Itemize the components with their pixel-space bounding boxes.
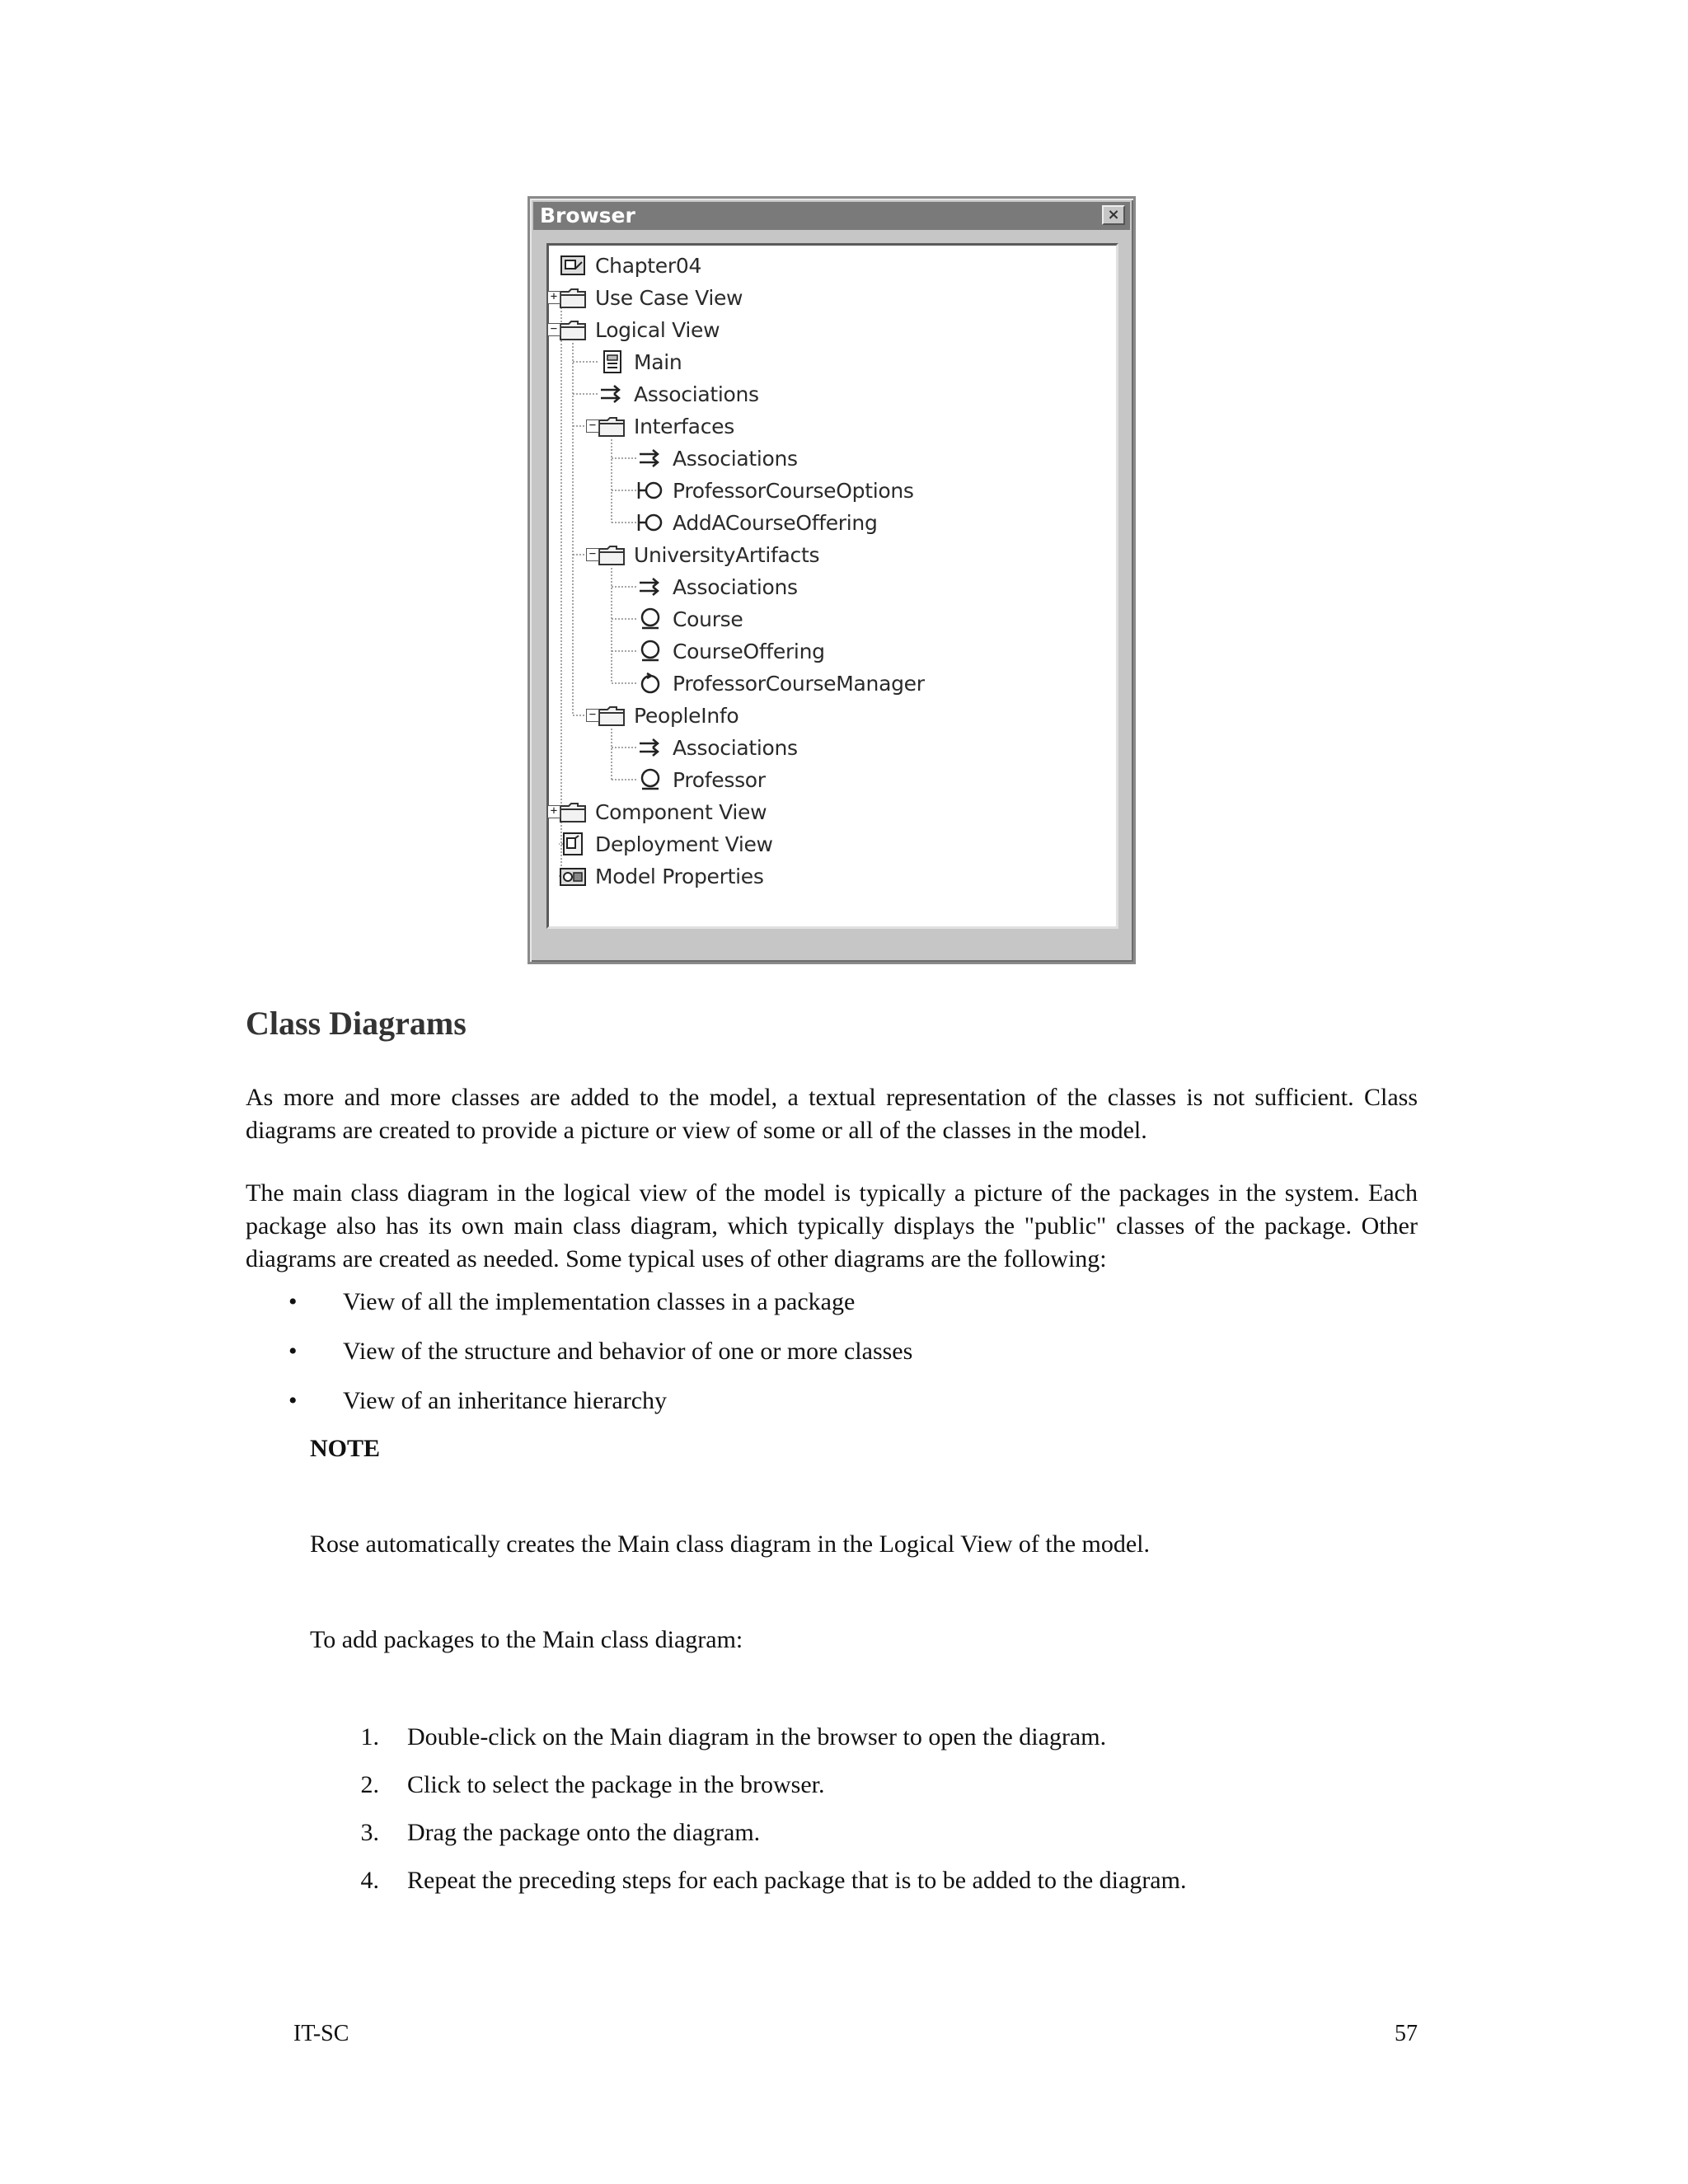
browser-tree[interactable] <box>546 243 1118 929</box>
tree-item-label: Professor <box>673 767 766 792</box>
bullet-marker: • <box>288 1338 298 1365</box>
tree-item[interactable] <box>636 765 766 794</box>
tree-item-label: Model Properties <box>595 864 764 888</box>
expand-icon[interactable]: + <box>547 805 560 818</box>
tree-item-label: ProfessorCourseManager <box>673 671 925 696</box>
tree-item-label: Deployment View <box>595 832 773 856</box>
bullet-marker: • <box>288 1288 298 1315</box>
folder-icon <box>559 799 587 824</box>
step-text: Click to select the package in the browser. <box>407 1771 825 1798</box>
folder-icon <box>559 285 587 310</box>
page-number: 57 <box>1395 2021 1418 2046</box>
tree-item-label: PeopleInfo <box>634 703 739 728</box>
collapse-icon[interactable]: − <box>586 548 599 561</box>
step-text: Double-click on the Main diagram in the browser to open the diagram. <box>407 1723 1107 1750</box>
bullet-item-2: View of the structure and behavior of one or more classes <box>343 1338 913 1365</box>
note-text: Rose automatically creates the Main class diagram in the Logical View of the model. <box>310 1530 1150 1558</box>
tree-item-label: Chapter04 <box>595 253 702 278</box>
step-text: Repeat the preceding steps for each package that is to be added to the diagram. <box>407 1867 1187 1894</box>
folder-icon <box>559 317 587 342</box>
model-root-icon <box>559 253 587 278</box>
close-icon: × <box>1107 206 1120 223</box>
tree-item[interactable] <box>636 636 825 666</box>
step-number: 3. <box>360 1819 379 1846</box>
tree-item-label: Logical View <box>595 317 720 342</box>
tree-item[interactable] <box>598 411 734 441</box>
tree-item[interactable] <box>636 476 914 505</box>
tree-item-label: Course <box>673 607 743 631</box>
tree-item[interactable] <box>636 508 878 537</box>
tree-item[interactable] <box>559 861 764 891</box>
collapse-icon[interactable]: − <box>547 323 560 336</box>
boundary-class-icon <box>636 478 664 503</box>
bullet-item-3: View of an inheritance hierarchy <box>343 1387 668 1414</box>
tree-item-label: ProfessorCourseOptions <box>673 478 914 503</box>
tree-item-label: Interfaces <box>634 414 734 438</box>
tree-item[interactable] <box>559 829 773 859</box>
associations-icon <box>636 574 664 599</box>
folder-icon <box>598 703 626 728</box>
tree-item[interactable] <box>559 797 767 827</box>
note-label: NOTE <box>310 1435 381 1462</box>
boundary-class-icon <box>636 510 664 535</box>
tree-item[interactable] <box>636 604 743 634</box>
browser-title: Browser <box>540 204 635 227</box>
entity-class-icon <box>636 639 664 663</box>
folder-icon <box>598 542 626 567</box>
tree-item[interactable] <box>636 443 798 473</box>
tree-item[interactable] <box>598 701 738 730</box>
associations-icon <box>636 735 664 760</box>
collapse-icon[interactable]: − <box>586 419 599 433</box>
tree-item[interactable] <box>559 251 701 280</box>
tree-item-label: Associations <box>634 382 759 406</box>
entity-class-icon <box>636 767 664 792</box>
entity-class-icon <box>636 607 664 631</box>
tree-item[interactable] <box>636 668 925 698</box>
step-text: Drag the package onto the diagram. <box>407 1819 761 1846</box>
tree-item[interactable] <box>636 733 798 762</box>
expand-icon[interactable]: + <box>547 291 560 304</box>
class-diagram-icon <box>598 349 626 374</box>
bullet-marker: • <box>288 1387 298 1414</box>
associations-icon <box>598 382 626 406</box>
model-properties-icon <box>559 864 587 888</box>
section-heading: Class Diagrams <box>246 1005 467 1042</box>
folder-icon <box>598 414 626 438</box>
tree-item[interactable] <box>559 283 743 312</box>
step-number: 4. <box>360 1867 379 1894</box>
associations-icon <box>636 446 664 471</box>
tree-item-label: Associations <box>673 574 798 599</box>
tree-item[interactable] <box>636 572 798 602</box>
tree-item[interactable] <box>598 347 682 377</box>
tree-item[interactable] <box>598 540 819 569</box>
deployment-icon <box>559 832 587 856</box>
tree-item[interactable] <box>559 315 720 344</box>
close-button[interactable] <box>1102 205 1125 225</box>
tree-item[interactable] <box>598 379 759 409</box>
tree-item-label: Component View <box>595 799 767 824</box>
bullet-item-1: View of all the implementation classes in a package <box>343 1288 856 1315</box>
tree-item-label: CourseOffering <box>673 639 825 663</box>
tree-item-label: UniversityArtifacts <box>634 542 820 567</box>
tree-item-label: Associations <box>673 735 798 760</box>
footer-left: IT-SC <box>293 2021 349 2046</box>
tree-item-label: AddACourseOffering <box>673 510 878 535</box>
collapse-icon[interactable]: − <box>586 709 599 722</box>
control-class-icon <box>636 671 664 696</box>
tree-item-label: Use Case View <box>595 285 743 310</box>
tree-item-label: Associations <box>673 446 798 471</box>
step-number: 2. <box>360 1771 379 1798</box>
browser-titlebar[interactable] <box>533 202 1130 230</box>
browser-window <box>528 196 1136 964</box>
paragraph-2: The main class diagram in the logical view of the model is typically a picture of the packages in the system. Each package also has its own main class diagram, which typically displays the "public" classes of the package. Other diagrams are created as needed. Some typical uses of other diagrams are the following: <box>246 1179 1418 1272</box>
tree-item-label: Main <box>634 349 682 374</box>
steps-intro: To add packages to the Main class diagram: <box>310 1626 743 1653</box>
paragraph-1: As more and more classes are added to the model, a textual representation of the classes is not sufficient. Class diagrams are created to provide a picture or view of some or all of the classes in the model. <box>246 1084 1418 1144</box>
step-number: 1. <box>360 1723 379 1750</box>
